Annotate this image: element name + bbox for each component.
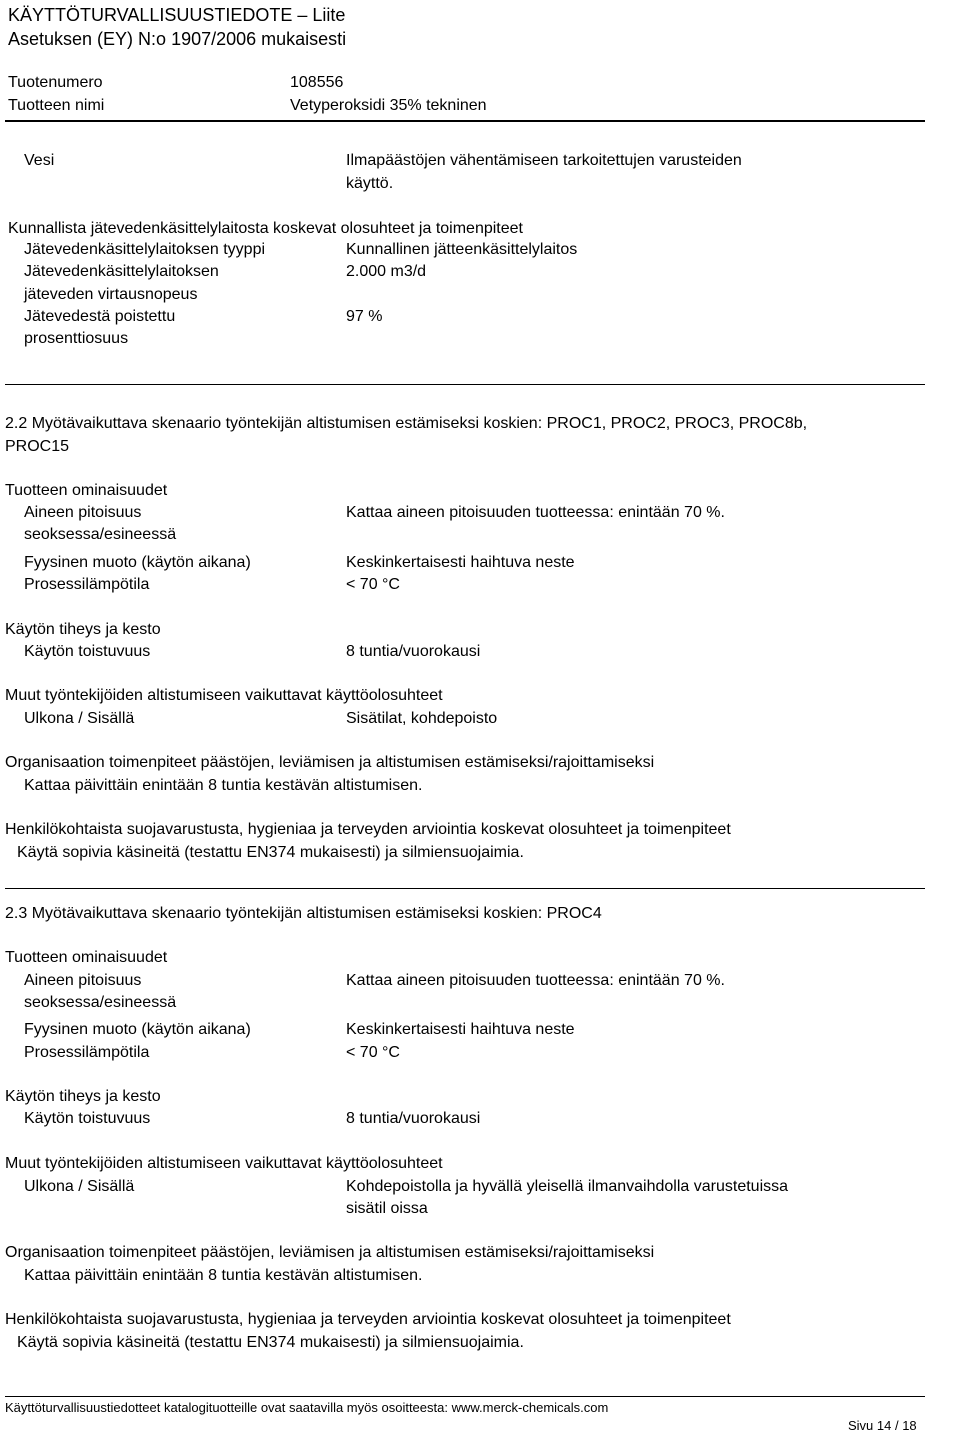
product-name-label: Tuotteen nimi <box>8 97 105 114</box>
physical-form-label-2: Fyysinen muoto (käytön aikana) <box>24 1021 251 1038</box>
section-2-2-title-line1: 2.2 Myötävaikuttava skenaario työntekijän altistumisen estämiseksi koskien: PROC1, PROC2, PROC3, PROC8b, <box>5 415 808 432</box>
concentration-value-2: Kattaa aineen pitoisuuden tuotteessa: enintään 70 %. <box>346 972 725 989</box>
document-subtitle: Asetuksen (EY) N:o 1907/2006 mukaisesti <box>8 29 347 49</box>
frequency-label-2: Käytön toistuvuus <box>24 1110 151 1127</box>
physical-form-value-2: Keskinkertaisesti haihtuva neste <box>346 1021 575 1038</box>
org-measures-heading: Organisaation toimenpiteet päästöjen, leviämisen ja altistumisen estämiseksi/rajoittamiseksi <box>5 754 655 771</box>
water-value-line1: Ilmapäästöjen vähentämiseen tarkoitettujen varusteiden <box>346 152 742 169</box>
product-props-heading: Tuotteen ominaisuudet <box>5 482 168 499</box>
document-title: KÄYTTÖTURVALLISUUSTIEDOTE – Liite <box>8 5 346 25</box>
process-temp-value-2: < 70 °C <box>346 1044 400 1061</box>
process-temp-label-2: Prosessilämpötila <box>24 1044 150 1061</box>
section-2-3-title: 2.3 Myötävaikuttava skenaario työntekijän altistumisen estämiseksi koskien: PROC4 <box>5 905 602 922</box>
frequency-heading-2: Käytön tiheys ja kesto <box>5 1088 161 1105</box>
product-name-value: Vetyperoksidi 35% tekninen <box>290 97 487 114</box>
ppe-text-2: Käytä sopivia käsineitä (testattu EN374 mukaisesti) ja silmiensuojaimia. <box>17 1334 524 1351</box>
physical-form-label: Fyysinen muoto (käytön aikana) <box>24 554 251 571</box>
process-temp-label: Prosessilämpötila <box>24 576 150 593</box>
concentration-label-line1: Aineen pitoisuus <box>24 504 142 521</box>
flow-label-line1: Jätevedenkäsittelylaitoksen <box>24 263 219 280</box>
flow-label-line2: jäteveden virtausnopeus <box>24 286 198 303</box>
footer-divider <box>5 1396 925 1397</box>
other-conditions-heading: Muut työntekijöiden altistumiseen vaikuttavat käyttöolosuhteet <box>5 687 443 704</box>
outdoor-indoor-value-line2-2: sisätil oissa <box>346 1200 428 1217</box>
product-props-heading-2: Tuotteen ominaisuudet <box>5 949 168 966</box>
org-measures-text: Kattaa päivittäin enintään 8 tuntia kestävän altistumisen. <box>24 777 423 794</box>
concentration-label-line1-2: Aineen pitoisuus <box>24 972 142 989</box>
removed-value: 97 % <box>346 308 383 325</box>
frequency-value-2: 8 tuntia/vuorokausi <box>346 1110 481 1127</box>
concentration-label-line2: seoksessa/esineessä <box>24 526 177 543</box>
outdoor-indoor-value: Sisätilat, kohdepoisto <box>346 710 498 727</box>
water-label: Vesi <box>24 152 55 169</box>
outdoor-indoor-label-2: Ulkona / Sisällä <box>24 1178 135 1195</box>
outdoor-indoor-label: Ulkona / Sisällä <box>24 710 135 727</box>
section-2-2-divider <box>5 384 925 385</box>
frequency-label: Käytön toistuvuus <box>24 643 151 660</box>
section-2-2-title-line2: PROC15 <box>5 438 70 455</box>
outdoor-indoor-value-line1-2: Kohdepoistolla ja hyvällä yleisellä ilmanvaihdolla varustetuissa <box>346 1178 789 1195</box>
concentration-value: Kattaa aineen pitoisuuden tuotteessa: enintään 70 %. <box>346 504 725 521</box>
ppe-heading: Henkilökohtaista suojavarustusta, hygieniaa ja terveyden arviointia koskevat olosuhteet ja toimenpiteet <box>5 821 731 838</box>
physical-form-value: Keskinkertaisesti haihtuva neste <box>346 554 575 571</box>
org-measures-text-2: Kattaa päivittäin enintään 8 tuntia kestävän altistumisen. <box>24 1267 423 1284</box>
plant-type-label: Jätevedenkäsittelylaitoksen tyyppi <box>24 241 266 258</box>
header-divider <box>5 120 925 122</box>
process-temp-value: < 70 °C <box>346 576 400 593</box>
frequency-heading: Käytön tiheys ja kesto <box>5 621 161 638</box>
flow-value: 2.000 m3/d <box>346 263 427 280</box>
frequency-value: 8 tuntia/vuorokausi <box>346 643 481 660</box>
concentration-label-line2-2: seoksessa/esineessä <box>24 994 177 1011</box>
removed-label-line1: Jätevedestä poistettu <box>24 308 176 325</box>
org-measures-heading-2: Organisaation toimenpiteet päästöjen, leviämisen ja altistumisen estämiseksi/rajoittamiseksi <box>5 1244 655 1261</box>
footer-note: Käyttöturvallisuustiedotteet katalogituotteille ovat saatavilla myös osoitteesta: www.merck-chemicals.com <box>5 1400 609 1415</box>
water-value-line2: käyttö. <box>346 175 394 192</box>
other-conditions-heading-2: Muut työntekijöiden altistumiseen vaikuttavat käyttöolosuhteet <box>5 1155 443 1172</box>
ppe-text: Käytä sopivia käsineitä (testattu EN374 mukaisesti) ja silmiensuojaimia. <box>17 844 524 861</box>
section-2-3-divider <box>5 888 925 889</box>
product-number-label: Tuotenumero <box>8 74 103 91</box>
municipal-heading: Kunnallista jätevedenkäsittelylaitosta koskevat olosuhteet ja toimenpiteet <box>8 220 523 237</box>
ppe-heading-2: Henkilökohtaista suojavarustusta, hygieniaa ja terveyden arviointia koskevat olosuhteet ja toimenpiteet <box>5 1311 731 1328</box>
plant-type-value: Kunnallinen jätteenkäsittelylaitos <box>346 241 578 258</box>
page-number: Sivu 14 / 18 <box>848 1418 917 1433</box>
removed-label-line2: prosenttiosuus <box>24 330 129 347</box>
product-number-value: 108556 <box>290 74 344 91</box>
